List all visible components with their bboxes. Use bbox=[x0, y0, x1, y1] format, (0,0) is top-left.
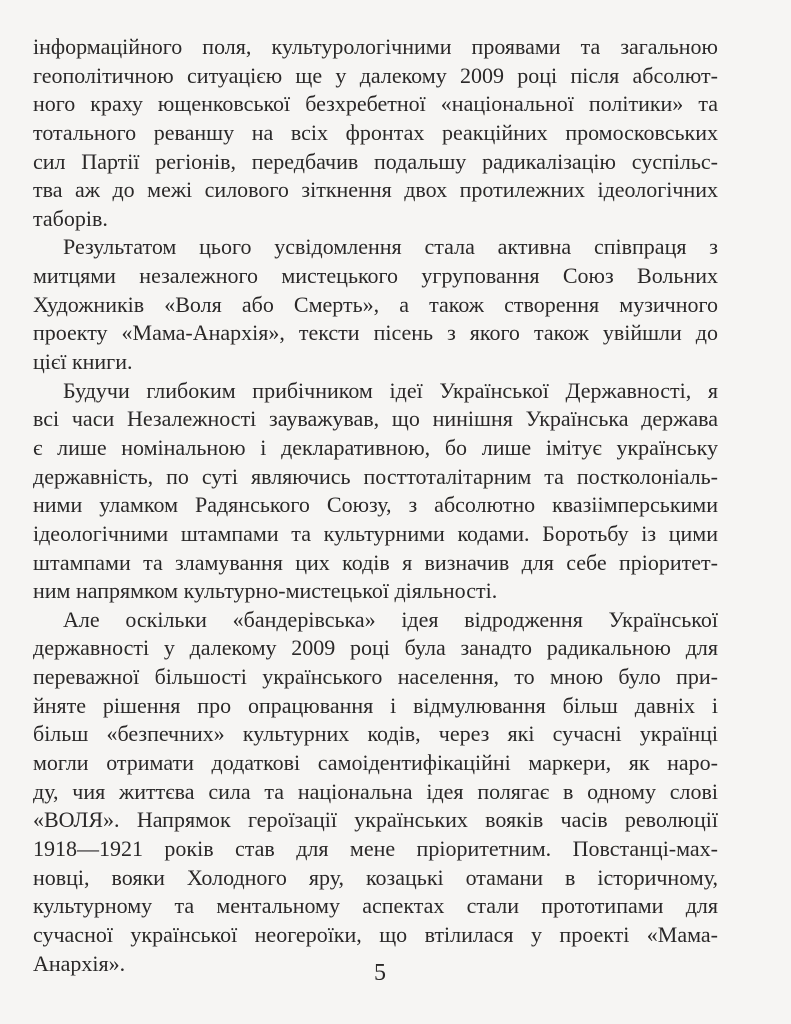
page-body bbox=[33, 33, 718, 978]
text-line: цієї книги. bbox=[33, 349, 133, 375]
text-line: Будучи глибоким прибічником ідеї Української Державності, я bbox=[63, 377, 718, 403]
text-line: ного краху ющенковської безхребетної «національної політики» та bbox=[33, 91, 718, 117]
paragraph bbox=[33, 233, 718, 376]
text-line: Анархія». bbox=[33, 950, 126, 976]
text-line: сучасної української неогероїки, що втілилася у проекті «Мама- bbox=[33, 921, 718, 947]
text-line: інформаційного поля, культурологічними проявами та загальною bbox=[33, 34, 718, 59]
text-line: штампами та зламування цих кодів я визначив для себе пріоритет- bbox=[33, 549, 718, 575]
text-line: могли отримати додаткові самоідентифікаційні маркери, як наро- bbox=[33, 750, 718, 776]
text-line: йняте рішення про опрацювання і відмулювання більш давніх і bbox=[33, 692, 718, 718]
text-line: ду, чия життєва сила та національна ідея полягає в одному слові bbox=[33, 778, 718, 804]
text-line: новці, вояки Холодного яру, козацькі отамани в історичному, bbox=[33, 864, 718, 890]
text-line: переважної більшості українського населення, то мною було при- bbox=[33, 664, 718, 690]
text-line: геополітичною ситуацією ще у далекому 2009 році після абсолют- bbox=[33, 62, 718, 88]
page-number: 5 bbox=[374, 960, 386, 986]
text-line: тва аж до межі силового зіткнення двох протилежних ідеологічних bbox=[33, 177, 718, 203]
text-line: державність, по суті являючись посттоталітарним та постколоніаль- bbox=[33, 463, 718, 489]
text-line: «ВОЛЯ». Напрямок героїзації українських вояків часів революції bbox=[33, 807, 718, 833]
text-line: всі часи Незалежності зауважував, що нинішня Українська держава bbox=[33, 406, 718, 432]
text-line: Художників «Воля або Смерть», а також створення музичного bbox=[33, 291, 718, 317]
paragraph bbox=[33, 33, 718, 233]
text-line: Але оскільки «бандерівська» ідея відродження Української bbox=[63, 606, 718, 632]
text-line: 1918—1921 років став для мене пріоритетним. Повстанці-мах- bbox=[33, 835, 718, 861]
text-line: митцями незалежного мистецького угруповання Союз Вольних bbox=[33, 263, 718, 289]
text-line: тотального реваншу на всіх фронтах реакційних промосковських bbox=[33, 119, 718, 145]
text-line: ідеологічними штампами та культурними кодами. Боротьбу із цими bbox=[33, 520, 718, 546]
text-line: є лише номінальною і декларативною, бо лише імітує українську bbox=[33, 434, 718, 460]
text-line: таборів. bbox=[33, 205, 108, 231]
text-line: проекту «Мама-Анархія», тексти пісень з якого також увійшли до bbox=[33, 320, 718, 346]
paragraph bbox=[33, 377, 718, 606]
text-line: культурному та ментальному аспектах стали прототипами для bbox=[33, 893, 718, 919]
text-line: ним напрямком культурно-мистецької діяльності. bbox=[33, 578, 498, 604]
text-line: Результатом цього усвідомлення стала активна співпраця з bbox=[63, 234, 718, 260]
paragraph bbox=[33, 606, 718, 978]
text-line: сил Партії регіонів, передбачив подальшу радикалізацію суспільс- bbox=[33, 148, 718, 174]
text-line: державності у далекому 2009 році була занадто радикальною для bbox=[33, 635, 718, 661]
text-line: більш «безпечних» культурних кодів, через які сучасні українці bbox=[33, 721, 718, 747]
text-line: ними уламком Радянського Союзу, з абсолютно квазіімперськими bbox=[33, 492, 718, 518]
